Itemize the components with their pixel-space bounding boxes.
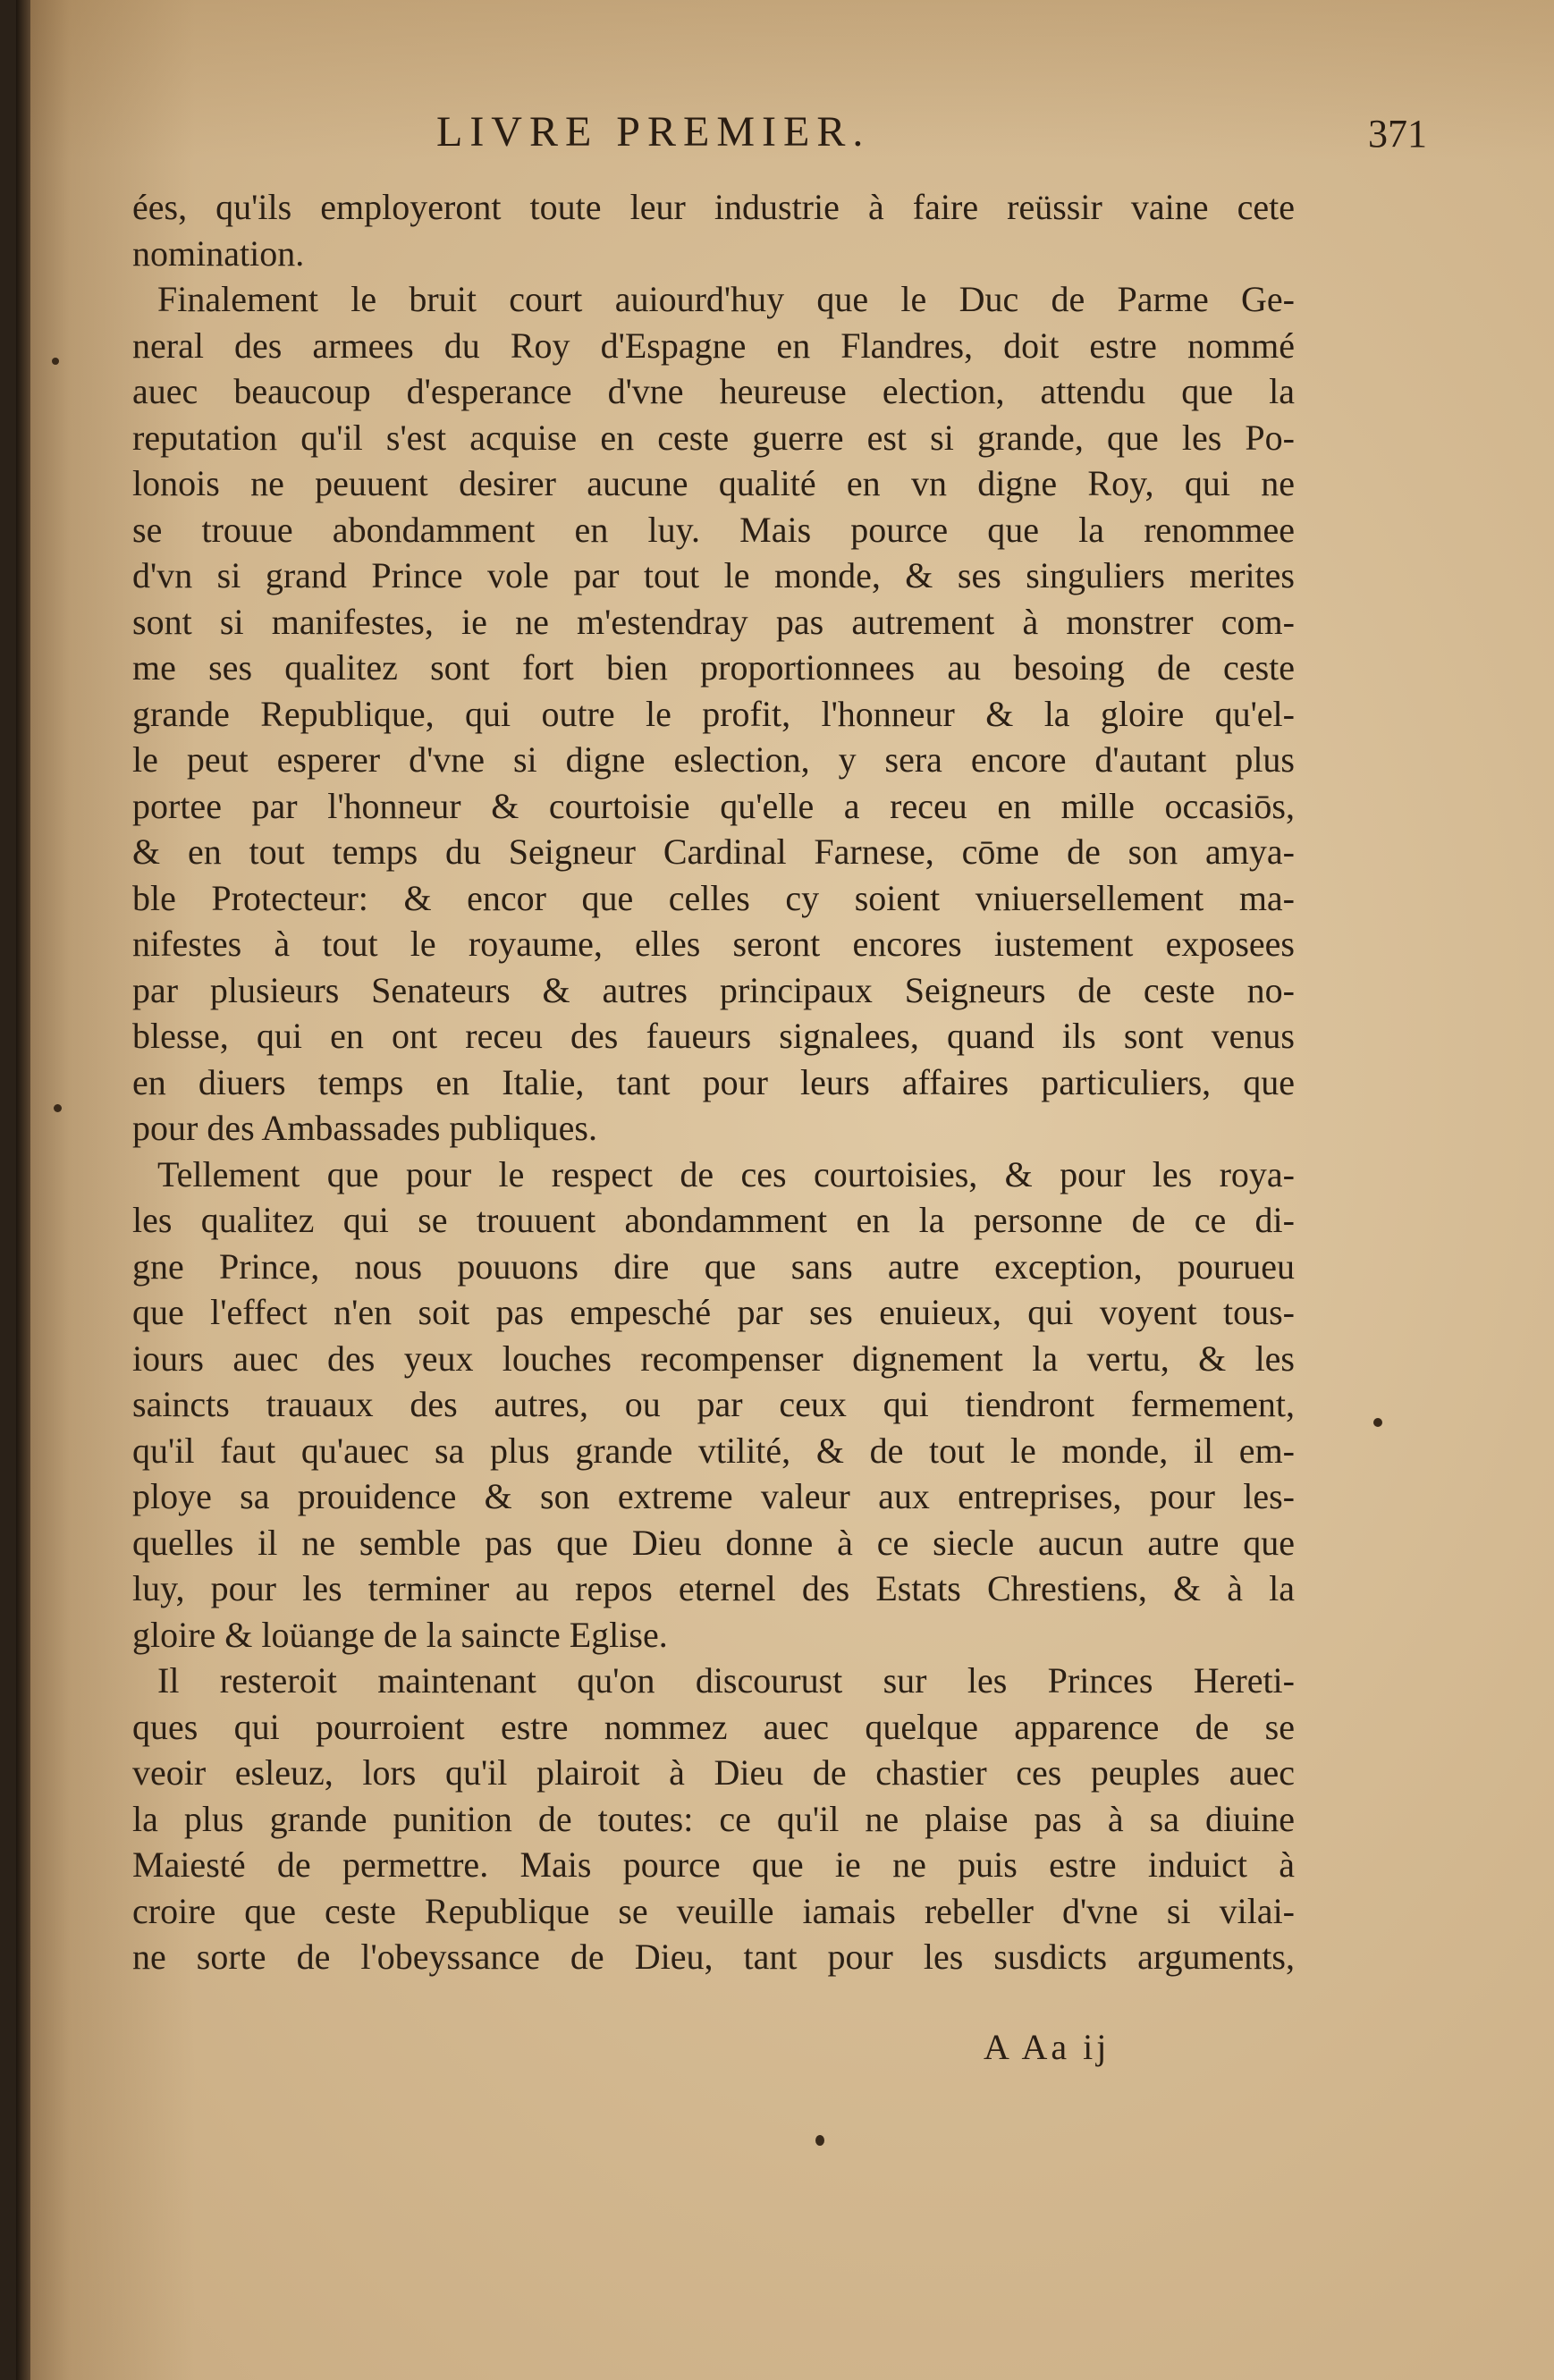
running-head: LIVRE PREMIER. (436, 108, 871, 156)
text-line: grande Republique, qui outre le profit, l'honneur & la gloire qu'el- (132, 693, 1295, 734)
text-line: Maiesté de permettre. Mais pource que ie ne puis estre induict à (132, 1844, 1295, 1885)
ink-spot (1373, 1418, 1382, 1427)
text-line: ques qui pourroient estre nommez auec quelque apparence de se (132, 1706, 1295, 1747)
text-line: blesse, qui en ont receu des faueurs signalees, quand ils sont venus (132, 1016, 1295, 1056)
text-line: veoir esleuz, lors qu'il plairoit à Dieu de chastier ces peuples auec (132, 1752, 1295, 1793)
text-line: par plusieurs Senateurs & autres principaux Seigneurs de ceste no- (132, 969, 1295, 1010)
text-line: quelles il ne semble pas que Dieu donne à ce siecle aucun autre que (132, 1522, 1295, 1563)
text-line: ne sorte de l'obeyssance de Dieu, tant pour les susdicts arguments, (132, 1937, 1295, 1977)
ink-spot (815, 2135, 824, 2146)
text-line: reputation qu'il s'est acquise en ceste guerre est si grande, que les Po- (132, 417, 1295, 458)
text-line: la plus grande punition de toutes: ce qu'il ne plaise pas à sa diuine (132, 1798, 1295, 1839)
text-line: nifestes à tout le royaume, elles seront encores iustement exposees (132, 924, 1295, 964)
text-line: saincts trauaux des autres, ou par ceux qui tiendront fermement, (132, 1384, 1295, 1424)
page-header (16, 107, 1554, 161)
page-number: 371 (1368, 112, 1427, 156)
page-binding-edge (16, 0, 30, 2380)
text-line: Il resteroit maintenant qu'on discourust sur les Princes Hereti- (157, 1660, 1295, 1701)
text-line: auec beaucoup d'esperance d'vne heureuse election, attendu que la (132, 371, 1295, 411)
text-line: gloire & loüange de la saincte Eglise. (132, 1614, 668, 1655)
text-line: neral des armees du Roy d'Espagne en Flandres, doit estre nommé (132, 325, 1295, 366)
text-line: croire que ceste Republique se veuille iamais rebeller d'vne si vilai- (132, 1890, 1295, 1931)
text-line: me ses qualitez sont fort bien proportionnees au besoing de ceste (132, 647, 1295, 688)
text-line: iours auec des yeux louches recompenser dignement la vertu, & les (132, 1338, 1295, 1379)
text-line: les qualitez qui se trouuent abondamment en la personne de ce di- (132, 1200, 1295, 1240)
text-line: ble Protecteur: & encor que celles cy soient vniuersellement ma- (132, 877, 1295, 918)
text-line: nomination. (132, 232, 305, 274)
book-page (16, 0, 1554, 2380)
text-line: ploye sa prouidence & son extreme valeur aux entreprises, pour les- (132, 1476, 1295, 1516)
text-line: en diuers temps en Italie, tant pour leurs affaires particuliers, que (132, 1061, 1295, 1102)
text-line: lonois ne peuuent desirer aucune qualité en vn digne Roy, qui ne (132, 463, 1295, 503)
ink-spot (52, 358, 59, 365)
text-line: d'vn si grand Prince vole par tout le monde, & ses singuliers merites (132, 555, 1295, 595)
signature-mark: A Aa ij (984, 2027, 1111, 2067)
text-line: se trouue abondamment en luy. Mais pource que la renommee (132, 509, 1295, 550)
text-line: portee par l'honneur & courtoisie qu'elle a receu en mille occasiōs, (132, 785, 1295, 826)
text-line: Finalement le bruit court auiourd'huy que le Duc de Parme Ge- (157, 279, 1295, 319)
text-line: pour des Ambassades publiques. (132, 1108, 597, 1148)
text-line: que l'effect n'en soit pas empesché par ses enuieux, qui voyent tous- (132, 1292, 1295, 1332)
ink-spot (54, 1104, 62, 1112)
text-line: ées, qu'ils employeront toute leur industrie à faire reüssir vaine cete (132, 187, 1295, 227)
text-line: qu'il faut qu'auec sa plus grande vtilité, & de tout le monde, il em- (132, 1430, 1295, 1471)
text-line: luy, pour les terminer au repos eternel des Estats Chrestiens, & à la (132, 1568, 1295, 1608)
body-text (132, 184, 1295, 1980)
text-line: sont si manifestes, ie ne m'estendray pas autrement à monstrer com- (132, 601, 1295, 642)
text-line: & en tout temps du Seigneur Cardinal Farnese, cōme de son amya- (132, 831, 1295, 872)
text-line: Tellement que pour le respect de ces courtoisies, & pour les roya- (157, 1153, 1295, 1194)
text-line: gne Prince, nous pouuons dire que sans autre exception, pourueu (132, 1245, 1295, 1287)
text-line: le peut esperer d'vne si digne eslection, y sera encore d'autant plus (132, 739, 1295, 780)
